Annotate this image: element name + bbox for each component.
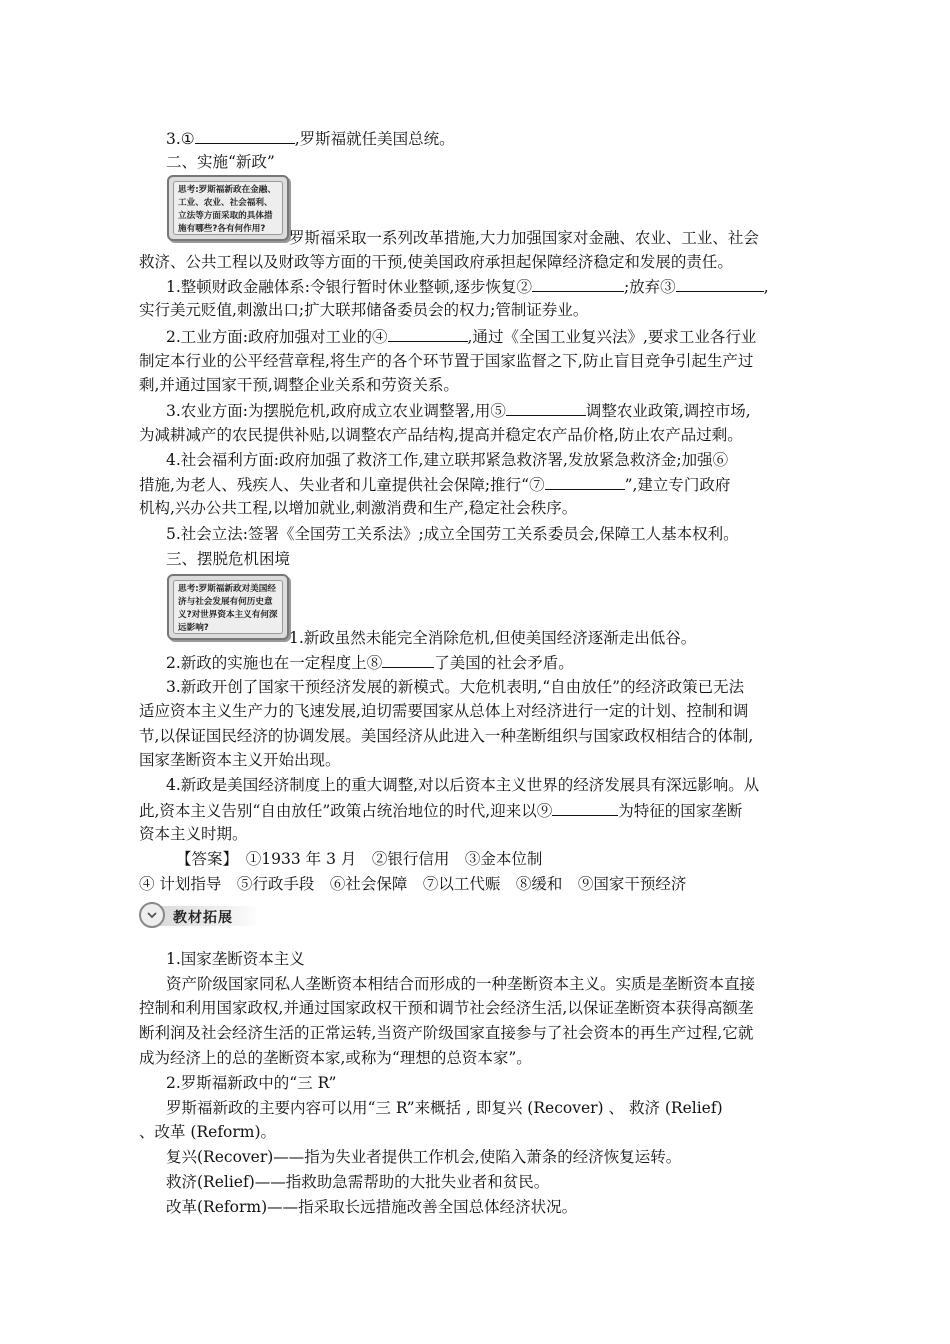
s3-p4-line-1: 4.新政是美国经济制度上的重大调整,对以后资本主义世界的经济发展具有深远影响。从 — [166, 776, 760, 794]
ext-t2-line-2: 、改革 (Reform)。 — [139, 1123, 277, 1141]
s3-p3-line-3: 节,以保证国民经济的协调发展。美国经济从此进入一种垄断组织与国家政权相结合的体制, — [139, 727, 754, 745]
ext-t2-line-5: 改革(Reform)——指采取长远措施改善全国总体经济状况。 — [166, 1198, 578, 1216]
banner-title: 教材拓展 — [173, 910, 233, 926]
p1-text-c: , — [763, 278, 769, 296]
blank-7 — [545, 472, 625, 490]
blank-3 — [676, 274, 764, 292]
answers-label: 【答案】 — [176, 850, 231, 868]
answers-text-1: ①1933 年 3 月 ②银行信用 ③金本位制 — [245, 850, 543, 868]
blank-5 — [506, 398, 586, 416]
ext-t1-line-2: 控制和利用国家政权,并通过国家政权干预和调节社会经济生活,以保证垄断资本获得高额垄 — [139, 999, 754, 1017]
p4-line-3: 机构,兴办公共工程,以增加就业,刺激消费和生产,稳定社会秩序。 — [139, 499, 578, 517]
p3-line-1 — [166, 398, 846, 423]
p4-text-b: ”,建立专门政府 — [624, 476, 731, 494]
p3-text-b: 调整农业政策,调控市场, — [585, 402, 751, 420]
ext-t1-line-4: 成为经济上的总的垄断资本家,或称为“理想的总资本家”。 — [139, 1049, 532, 1067]
section-3-heading: 三、摆脱危机困境 — [166, 550, 291, 568]
blank-8 — [382, 650, 434, 668]
item-3-prefix: 3.① — [166, 130, 195, 148]
think-box-2-text: 思考:罗斯福新政对美国经济与社会发展有何历史意义?对世界资本主义有何深远影响? — [173, 580, 283, 634]
intro-line-2: 救济、公共工程以及财政等方面的干预,使美国政府承担起保障经济稳定和发展的责任。 — [139, 253, 733, 271]
s3-p4-text-a: 此,资本主义告别“自由放任”政策占统治地位的时代,迎来以⑨ — [139, 802, 553, 820]
item-3 — [166, 126, 846, 151]
s3-p4-line-3: 资本主义时期。 — [139, 825, 248, 843]
ext-t2-line-3: 复兴(Recover)——指为失业者提供工作机会,使陷入萧条的经济恢复运转。 — [166, 1148, 682, 1166]
p2-text-b: ,通过《全国工业复兴法》,要求工业各行业 — [467, 328, 757, 346]
answers-line-2: ④ 计划指导 ⑤行政手段 ⑥社会保障 ⑦以工代赈 ⑧缓和 ⑨国家干预经济 — [139, 875, 687, 893]
chevron-down-icon — [139, 902, 165, 928]
s3-p3-line-1: 3.新政开创了国家干预经济发展的新模式。大危机表明,“自由放任”的经济政策已无法 — [166, 678, 745, 696]
p1-text-a: 1.整顿财政金融体系:令银行暂时休业整顿,逐步恢复② — [166, 278, 532, 296]
p2-line-3: 剩,并通过国家干预,调整企业关系和劳资关系。 — [139, 376, 459, 394]
intro-line-1: 罗斯福采取一系列改革措施,大力加强国家对金融、农业、工业、社会 — [289, 229, 759, 247]
p4-line-1: 4.社会福利方面:政府加强了救济工作,建立联邦紧急救济署,发放紧急救济金;加强⑥ — [166, 451, 729, 469]
p1-line-2: 实行美元贬值,刺激出口;扩大联邦储备委员会的权力;管制证券业。 — [139, 301, 589, 319]
ext-t1-line-3: 断利润及社会经济生活的正常运转,当资产阶级国家直接参与了社会资本的再生产过程,它就 — [139, 1024, 754, 1042]
s3-p4-line-2 — [139, 798, 819, 823]
answers-line-1 — [176, 847, 856, 871]
p4-line-2 — [139, 472, 819, 497]
p5-line-1: 5.社会立法:签署《全国劳工关系法》;成立全国劳工关系委员会,保障工人基本权利。 — [166, 525, 739, 543]
ext-t2-line-1: 罗斯福新政的主要内容可以用“三 R”来概括 , 即复兴 (Recover) 、 救济 (Relief) — [166, 1099, 723, 1117]
p1-line-1 — [166, 274, 846, 299]
p2-line-2: 制定本行业的公平经营章程,将生产的各个环节置于国家监督之下,防止盲目竞争引起生产过 — [139, 352, 754, 370]
extension-banner — [139, 902, 259, 930]
section-2-heading: 二、实施“新政” — [166, 153, 275, 171]
s3-p3-line-4: 国家垄断资本主义开始出现。 — [139, 751, 341, 769]
s3-p2-text-a: 2.新政的实施也在一定程度上⑧ — [166, 654, 383, 672]
blank-4 — [388, 324, 468, 342]
s3-p2 — [166, 650, 846, 675]
think-box-1-text: 思考:罗斯福新政在金融、工业、农业、社会福利、立法等方面采取的具体措施有哪些?各有何作用? — [173, 181, 283, 235]
p2-line-1 — [166, 324, 846, 349]
ext-t1-line-1: 资产阶级国家同私人垄断资本相结合而形成的一种垄断资本主义。实质是垄断资本直接 — [166, 975, 756, 993]
ext-heading-1: 1.国家垄断资本主义 — [166, 950, 305, 968]
p1-text-b: ;放弃③ — [623, 278, 676, 296]
s3-p2-text-b: 了美国的社会矛盾。 — [434, 654, 574, 672]
blank-1 — [195, 126, 295, 144]
blank-9 — [552, 798, 618, 816]
ext-heading-2: 2.罗斯福新政中的“三 R” — [166, 1074, 337, 1092]
think-box-1 — [167, 175, 289, 241]
item-3-text: ,罗斯福就任美国总统。 — [294, 130, 455, 148]
p3-text-a: 3.农业方面:为摆脱危机,政府成立农业调整署,用⑤ — [166, 402, 506, 420]
p4-text-a: 措施,为老人、残疾人、失业者和儿童提供社会保障;推行“⑦ — [139, 476, 545, 494]
s3-p4-text-b: 为特征的国家垄断 — [618, 802, 743, 820]
p2-text-a: 2.工业方面:政府加强对工业的④ — [166, 328, 388, 346]
s3-p1: 1.新政虽然未能完全消除危机,但使美国经济逐渐走出低谷。 — [289, 629, 697, 647]
think-box-2 — [167, 574, 289, 640]
ext-t2-line-4: 救济(Relief)——指救助急需帮助的大批失业者和贫民。 — [166, 1173, 550, 1191]
p3-line-2: 为减耕减产的农民提供补贴,以调整农产品结构,提高并稳定农产品价格,防止农产品过剩。 — [139, 426, 743, 444]
s3-p3-line-2: 适应资本主义生产力的飞速发展,迫切需要国家从总体上对经济进行一定的计划、控制和调 — [139, 702, 749, 720]
blank-2 — [532, 274, 624, 292]
